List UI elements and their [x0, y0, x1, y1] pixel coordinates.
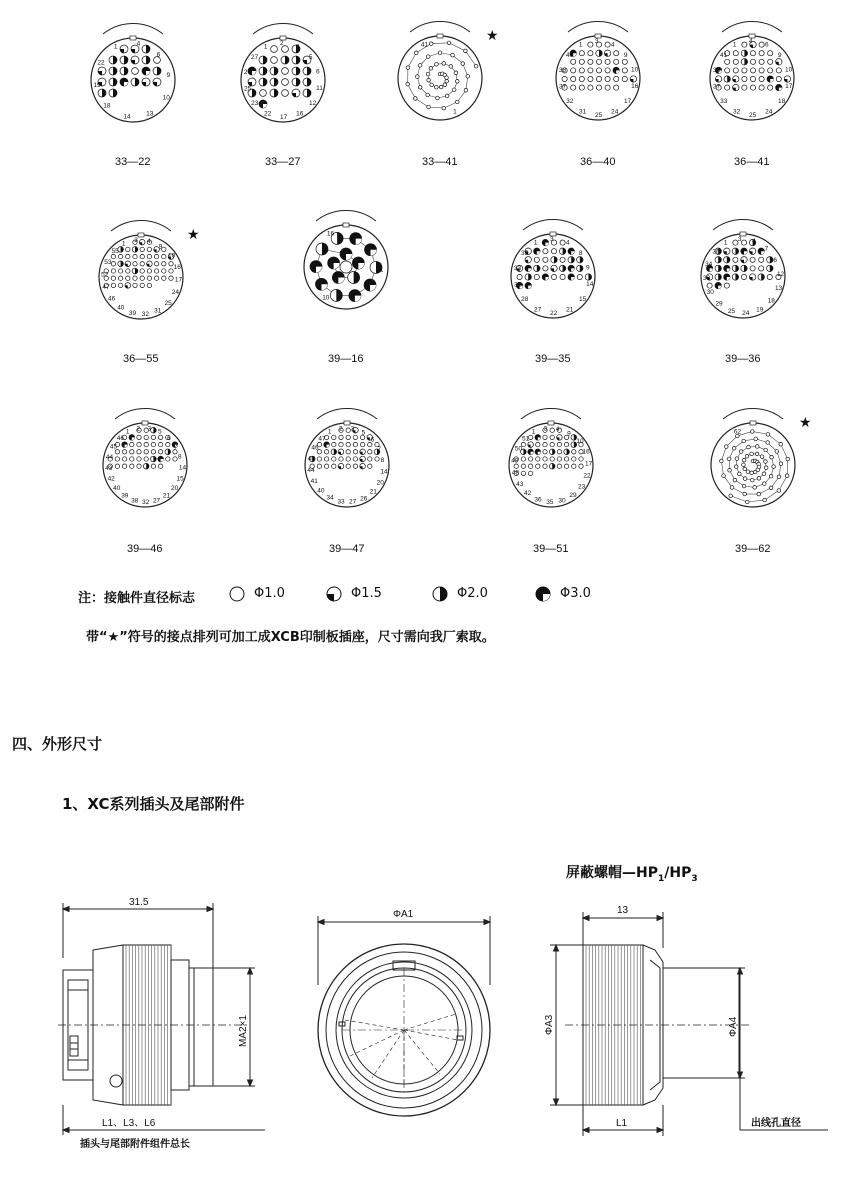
- pin-number: 13: [774, 285, 783, 293]
- pin-number: 36: [712, 248, 720, 256]
- pin-number: 40: [117, 304, 125, 312]
- pin-number: 10: [631, 66, 639, 74]
- cap-title: 屏蔽螺帽$—HP_1/HP_3$: [566, 865, 698, 884]
- pin-number: 27: [251, 53, 259, 61]
- legend-note: 注：接触件直径标志: [78, 591, 196, 606]
- pin-number: 8: [380, 456, 385, 464]
- pin-number: 10: [576, 438, 584, 446]
- pin-number: 16: [582, 448, 590, 456]
- pin-number: 43: [105, 464, 113, 472]
- pin-number: 13: [146, 110, 154, 118]
- connector-insert: [710, 21, 794, 120]
- pin-number: 19: [93, 82, 101, 90]
- pin-number: 62: [733, 428, 742, 436]
- pin-number: 17: [174, 276, 183, 284]
- pin-number: 1: [531, 428, 536, 436]
- pin-number: 3: [549, 236, 554, 244]
- pin-number: 44: [307, 467, 315, 475]
- plug-caption: 插头与尾部附件组件总长: [80, 1139, 190, 1150]
- pin-number: 4: [566, 239, 570, 247]
- pin-number: 31: [578, 108, 587, 116]
- pin-number: 33: [720, 98, 728, 106]
- pin-number: 32: [141, 310, 149, 318]
- shield-nut-view: [550, 912, 828, 1136]
- connector-insert: [103, 408, 187, 507]
- plug-side-view: [58, 903, 265, 1135]
- connector-label: 39—62: [735, 543, 771, 555]
- pin-number: 42: [107, 475, 115, 483]
- pin-number: 22: [583, 472, 591, 480]
- pin-number: 15: [176, 475, 184, 483]
- pin-number: 44: [105, 453, 114, 461]
- connector-label: 33—22: [115, 156, 151, 168]
- pin-number: 8: [578, 249, 583, 257]
- pin-number: 5: [361, 429, 366, 437]
- pin-number: 46: [116, 434, 125, 442]
- pin-number: 21: [162, 492, 171, 500]
- pin-number: 9: [166, 71, 171, 79]
- pin-number: 14: [586, 281, 594, 289]
- pin-number: 7: [174, 443, 178, 451]
- pin-number: 45: [307, 455, 315, 463]
- pin-number: 17: [785, 83, 793, 91]
- pin-number: 1: [121, 240, 126, 248]
- connector-label: 39—46: [127, 543, 163, 555]
- pin-number: 34: [326, 494, 334, 502]
- pin-number: 18: [767, 297, 775, 305]
- pin-number: 3: [134, 237, 138, 245]
- star-icon: ★: [799, 415, 812, 431]
- pin-number: 12: [776, 270, 785, 278]
- pin-number: 2: [136, 425, 141, 433]
- pin-number: 2: [338, 425, 343, 433]
- pin-number: 32: [513, 281, 522, 289]
- pin-number: 31: [154, 307, 162, 315]
- legend-three-quarter-circle-icon: [536, 587, 550, 601]
- pin-number: 32: [566, 98, 574, 106]
- pin-number: 42: [523, 490, 532, 498]
- pin-number: 55: [111, 248, 119, 256]
- pin-number: 4: [611, 41, 615, 49]
- legend-item-phi-2-0: Φ2.0: [457, 586, 488, 601]
- connector-label: 36—41: [734, 156, 770, 168]
- pin-number: 3: [296, 43, 300, 51]
- pin-number: 4: [555, 425, 560, 433]
- pin-number: 38: [558, 66, 567, 74]
- pin-number: 24: [611, 108, 619, 116]
- pin-number: 37: [712, 83, 721, 91]
- pin-number: 40: [566, 51, 574, 59]
- pin-number: 47: [318, 435, 326, 443]
- pin-number: 12: [308, 100, 317, 108]
- pin-number: 6: [773, 256, 777, 264]
- cap-a4-dim: ΦA4: [728, 1016, 739, 1037]
- pin-number: 18: [103, 102, 111, 110]
- legend-empty-circle-icon: [230, 587, 244, 601]
- legend-item-phi-1-0: Φ1.0: [254, 586, 285, 601]
- section-title: 四、外形尺寸: [12, 735, 103, 753]
- pin-number: 46: [311, 444, 319, 452]
- pin-number: 14: [123, 113, 131, 121]
- pin-number: 25: [164, 299, 172, 307]
- pin-number: 46: [107, 295, 116, 303]
- pin-number: 27: [349, 498, 357, 506]
- pin-number: 35: [546, 498, 554, 506]
- connector-insert: [304, 210, 388, 309]
- pin-number: 4: [748, 38, 753, 46]
- pin-number: 10: [168, 252, 176, 260]
- legend-quarter-circle-icon: [327, 587, 341, 601]
- front-diameter-dim: ΦA1: [393, 909, 414, 920]
- pin-number: 10: [162, 94, 170, 102]
- connector-label: 39—16: [328, 353, 364, 365]
- legend-half-circle-icon: [433, 587, 447, 601]
- pin-number: 16: [173, 263, 181, 271]
- connector-insert: [241, 23, 325, 122]
- pin-number: 1: [732, 41, 737, 49]
- pin-number: 1: [263, 43, 268, 51]
- connector-label: 33—27: [265, 156, 301, 168]
- plug-width-dim: 31.5: [129, 897, 149, 908]
- pin-number: 29: [715, 300, 723, 308]
- pin-number: 1: [327, 428, 332, 436]
- pin-number: 53: [104, 258, 112, 266]
- pin-number: 38: [131, 497, 139, 505]
- pin-number: 1: [723, 239, 728, 247]
- pin-number: 14: [178, 464, 187, 472]
- pin-number: 40: [317, 487, 325, 495]
- pin-number: 28: [521, 296, 529, 304]
- pin-number: 20: [170, 485, 179, 493]
- pin-number: 16: [631, 83, 639, 91]
- pin-number: 26: [243, 68, 252, 76]
- pin-number: 43: [516, 480, 524, 488]
- connector-insert: [509, 408, 593, 507]
- pin-number: 33: [337, 498, 345, 506]
- pin-number: 6: [167, 434, 171, 442]
- pin-number: 5: [158, 428, 162, 436]
- pin-number: 51: [521, 435, 530, 443]
- pin-number: 33: [703, 275, 711, 283]
- star-icon: ★: [107, 630, 120, 645]
- pin-number: 24: [765, 108, 773, 116]
- pin-number: 22: [97, 59, 105, 67]
- pin-number: 22: [550, 309, 558, 317]
- pin-number: 41: [310, 478, 318, 486]
- pin-number: 24: [742, 309, 750, 317]
- connector-insert: [556, 21, 640, 120]
- pin-number: 39: [121, 492, 129, 500]
- pin-number: 5: [308, 53, 313, 61]
- connector-insert: [99, 220, 200, 319]
- pin-number: 37: [558, 83, 567, 91]
- pin-number: 3: [594, 38, 599, 46]
- pin-number: 1: [113, 43, 118, 51]
- pin-number: 18: [777, 98, 786, 106]
- pin-number: 39: [128, 309, 137, 317]
- legend-item-phi-3-0: Φ3.0: [560, 586, 591, 601]
- cap-a3-dim: ΦA3: [544, 1014, 555, 1035]
- pin-number: 6: [765, 41, 769, 49]
- connector-label: 39—35: [535, 353, 571, 365]
- pin-number: 14: [380, 468, 388, 476]
- pin-number: 34: [705, 260, 713, 268]
- pin-number: 47: [102, 284, 110, 292]
- connector-label: 33—41: [422, 156, 458, 168]
- pin-number: 23: [251, 100, 259, 108]
- pin-number: 1: [578, 41, 583, 49]
- cap-width-dim: 13: [617, 905, 629, 916]
- pin-number: 6: [316, 68, 320, 76]
- pin-number: 25: [727, 307, 736, 315]
- pin-number: 9: [567, 430, 571, 438]
- connector-grid: [0, 0, 850, 560]
- pin-number: 17: [280, 113, 288, 121]
- star-icon: ★: [187, 227, 200, 243]
- pin-number: 3: [147, 425, 152, 433]
- pin-number: 32: [142, 498, 150, 506]
- pin-number: 1: [125, 428, 130, 436]
- pin-number: 16: [326, 230, 335, 238]
- pin-number: 2: [279, 40, 284, 48]
- pin-number: 27: [152, 497, 161, 505]
- pin-number: 10: [322, 294, 330, 302]
- pin-number: 36: [534, 496, 542, 504]
- pin-number: 1: [533, 239, 538, 247]
- pin-number: 21: [369, 488, 377, 496]
- pin-number: 22: [263, 110, 272, 118]
- pin-number: 50: [514, 445, 523, 453]
- pin-number: 4: [136, 40, 141, 48]
- pin-number: 23: [578, 483, 586, 491]
- pin-number: 6: [156, 51, 161, 59]
- pin-number: 48: [511, 469, 519, 477]
- pin-number: 19: [756, 306, 764, 314]
- pin-number: 9: [586, 264, 590, 272]
- pin-number: 25: [595, 111, 603, 119]
- pin-number: 3: [350, 425, 355, 433]
- pin-number: 21: [566, 306, 574, 314]
- pin-number: 30: [558, 497, 566, 505]
- connector-label: 39—51: [533, 543, 569, 555]
- pin-number: 3: [737, 236, 742, 244]
- plug-front-view: [318, 916, 490, 1116]
- pin-number: 35: [521, 249, 529, 257]
- subsection-title: 1、XC系列插头及尾部附件: [62, 795, 245, 813]
- plug-length-dim: L1、L3、L6: [102, 1118, 156, 1129]
- connector-insert: [711, 408, 812, 507]
- pin-number: 30: [706, 289, 714, 297]
- pin-number: 16: [296, 110, 304, 118]
- pin-number: 7: [377, 445, 381, 453]
- pin-number: 4: [752, 238, 756, 246]
- pin-number: 1: [379, 266, 384, 274]
- pin-number: 7: [764, 245, 769, 253]
- connector-label: 36—40: [580, 156, 616, 168]
- connector-label: 36—55: [123, 353, 159, 365]
- pin-number: 45: [109, 443, 118, 451]
- connector-insert: [398, 21, 499, 120]
- pin-number: 9: [158, 243, 163, 251]
- pin-number: 20: [376, 479, 384, 487]
- pin-number: 10: [785, 66, 793, 74]
- pin-number: 52: [101, 271, 109, 279]
- connector-label: 39—36: [725, 353, 761, 365]
- pin-number: 26: [360, 495, 368, 503]
- pin-number: 11: [316, 85, 323, 93]
- pin-number: 25: [749, 111, 757, 119]
- pin-number: 8: [178, 453, 182, 461]
- pin-number: 15: [578, 296, 587, 304]
- pin-number: 27: [533, 306, 542, 314]
- pin-number: 17: [623, 98, 632, 106]
- connector-label: 39—47: [329, 543, 365, 555]
- pin-number: 40: [113, 485, 121, 493]
- connector-insert: [305, 408, 389, 507]
- cap-exit-caption: 出线孔直径: [751, 1118, 801, 1129]
- pin-number: 1: [453, 108, 457, 116]
- pin-number: 9: [623, 51, 628, 59]
- pin-number: 6: [370, 436, 375, 444]
- pin-number: 9: [777, 51, 782, 59]
- pin-number: 3: [543, 425, 548, 433]
- star-note: 带“★”符号的接点排列可加工成XCB印制板插座，尺寸需向我厂索取。: [86, 630, 495, 645]
- pin-number: 24: [171, 289, 179, 297]
- connector-insert: [91, 23, 175, 122]
- pin-number: 29: [569, 492, 577, 500]
- plug-thread-dim: MA2×1: [238, 1015, 249, 1047]
- pin-number: 38: [712, 66, 721, 74]
- star-icon: ★: [486, 28, 499, 44]
- legend-item-phi-1-5: Φ1.5: [351, 586, 382, 601]
- pin-number: 17: [584, 460, 593, 468]
- pin-number: 32: [732, 108, 741, 116]
- pin-number: 33: [513, 264, 522, 272]
- connector-insert: [511, 219, 595, 318]
- connector-insert: [701, 219, 785, 318]
- pin-number: 4: [147, 238, 151, 246]
- pin-number: 25: [243, 85, 252, 93]
- pin-number: 49: [511, 457, 519, 465]
- pin-number: 41: [420, 41, 429, 49]
- cap-length-dim: L1: [616, 1118, 628, 1129]
- pin-number: 41: [720, 51, 728, 59]
